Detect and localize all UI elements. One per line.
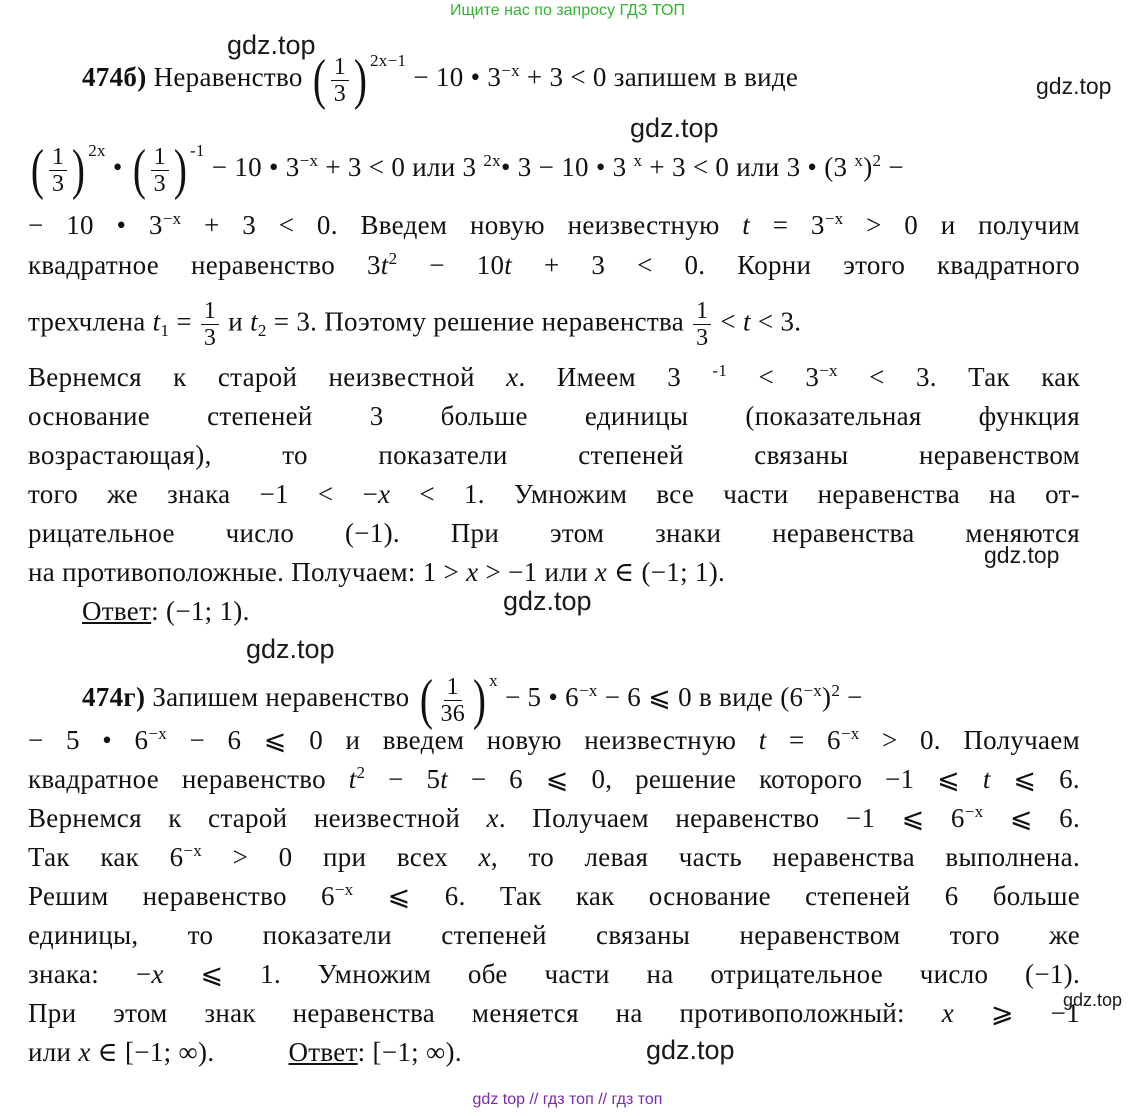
problem-number: 474б) xyxy=(82,62,147,93)
p474g-line-5: Так как $6^{-x} > 0$ при всех x, то левая часть неравенства выполнена. xyxy=(28,840,1080,872)
bottom-banner: gdz top // гдз топ // гдз топ xyxy=(472,1091,663,1108)
p474g-line-8: знака: −x ⩽ 1. Умножим обе части на отрицательное число (−1). xyxy=(28,959,1080,989)
p474b-line-9: того же знака −1 < −x < 1. Умножим все части неравенства на от- xyxy=(28,479,1080,509)
fraction-power: ( $\frac{1}{3}$ ) 2x−1 xyxy=(312,49,407,111)
p474b-line-8: возрастающая), то показатели степеней связаны неравенством xyxy=(28,440,1080,470)
answer-label: Ответ xyxy=(82,596,152,626)
p474g-line-4: Вернемся к старой неизвестной x. Получаем неравенство −1 ⩽ $6^{-x}$ ⩽ 6. xyxy=(28,801,1081,833)
p474g-line-3: квадратное неравенство $t^2 - 5t - 6$ ⩽ 0, решение которого −1 ⩽ t ⩽ 6. xyxy=(28,762,1080,794)
problem-number: 474г) xyxy=(82,682,146,713)
p474b-line-2: ( $\frac{1}{3}$ ) 2x • ( $\frac{1}{3}$ ) -1 − 10 • $3^{-x} + 3 < 0$ или 3 $^{2x}$• 3 − 10 • 3 $^x$ + 3 < 0 или 3 • (3 $^x$)$^2$ − xyxy=(28,140,904,200)
watermark: gdz.top xyxy=(1063,990,1123,1010)
watermark: gdz.top xyxy=(646,1035,735,1065)
fraction-power: ( $\frac{1}{3}$ ) 2x xyxy=(30,139,106,201)
fraction: $\frac{1}{3}$ xyxy=(693,298,711,351)
p474g-line-7: единицы, то показатели степеней связаны неравенством того же xyxy=(28,920,1080,950)
p474g-line-6: Решим неравенство $6^{-x}$ ⩽ 6. Так как основание степеней 6 больше xyxy=(28,879,1081,911)
watermark: gdz.top xyxy=(984,542,1060,568)
p474b-line-3: − 10 • $3^{-x} + 3 < 0$. Введем новую неизвестную $t = 3^{-x} > 0$ и получим xyxy=(28,208,1080,240)
fraction: $\frac{1}{3}$ xyxy=(331,54,349,107)
p474b-line-4: квадратное неравенство $3t^2 - 10t + 3 < 0$. Корни этого квадратного xyxy=(28,248,1080,280)
answer-label: Ответ xyxy=(288,1037,358,1067)
fraction-power: ( $\frac{1}{36}$ ) x xyxy=(419,669,498,731)
fraction-power: ( $\frac{1}{3}$ ) -1 xyxy=(132,139,205,201)
fraction: $\frac{1}{3}$ xyxy=(201,298,219,351)
watermark: gdz.top xyxy=(503,586,592,616)
p474b-line-5: трехчлена $t_1$ = $\frac{1}{3}$ и $t_2 = 3$. Поэтому решение неравенства $\frac{1}{3}$ < t < 3. xyxy=(28,298,802,351)
p474g-line-2: − 5 • $6^{-x} - 6$ ⩽ 0 и введем новую неизвестную $t = 6^{-x} > 0$. Получаем xyxy=(28,723,1080,755)
p474b-line-1: 474б) Неравенство ( $\frac{1}{3}$ ) 2x−1 − 10 • $3^{-x} + 3 < 0$ запишем в виде xyxy=(82,49,799,111)
watermark: gdz.top xyxy=(1036,73,1112,99)
p474b-answer: Ответ: (−1; 1). xyxy=(82,596,250,626)
fraction: $\frac{1}{36}$ xyxy=(440,673,466,727)
p474g-line-1: 474г) Запишем неравенство ( $\frac{1}{36}$ ) x − 5 • $6^{-x} - 6$ ⩽ 0 в виде $(6^{-x})^2$ − xyxy=(82,669,863,731)
watermark: gdz.top xyxy=(630,113,719,143)
p474b-line-6: Вернемся к старой неизвестной x. Имеем 3 $^{-1} < 3^{-x} < 3$. Так как xyxy=(28,360,1080,392)
p474g-line-9: При этом знак неравенства меняется на противоположный: x ⩾ −1 xyxy=(28,998,1080,1028)
p474b-line-10: рицательное число (−1). При этом знаки неравенства меняются xyxy=(28,518,1080,548)
watermark: gdz.top xyxy=(246,634,335,664)
top-banner: Ищите нас по запросу ГДЗ ТОП xyxy=(450,2,685,19)
p474g-line-10: или x ∈ [−1; ∞). Ответ: [−1; ∞). xyxy=(28,1037,462,1067)
watermark: gdz.top xyxy=(227,30,316,60)
p474b-line-7: основание степеней 3 больше единицы (показательная функция xyxy=(28,401,1080,431)
p474b-line-11: на противоположные. Получаем: 1 > x > −1 или x ∈ (−1; 1). xyxy=(28,557,726,587)
